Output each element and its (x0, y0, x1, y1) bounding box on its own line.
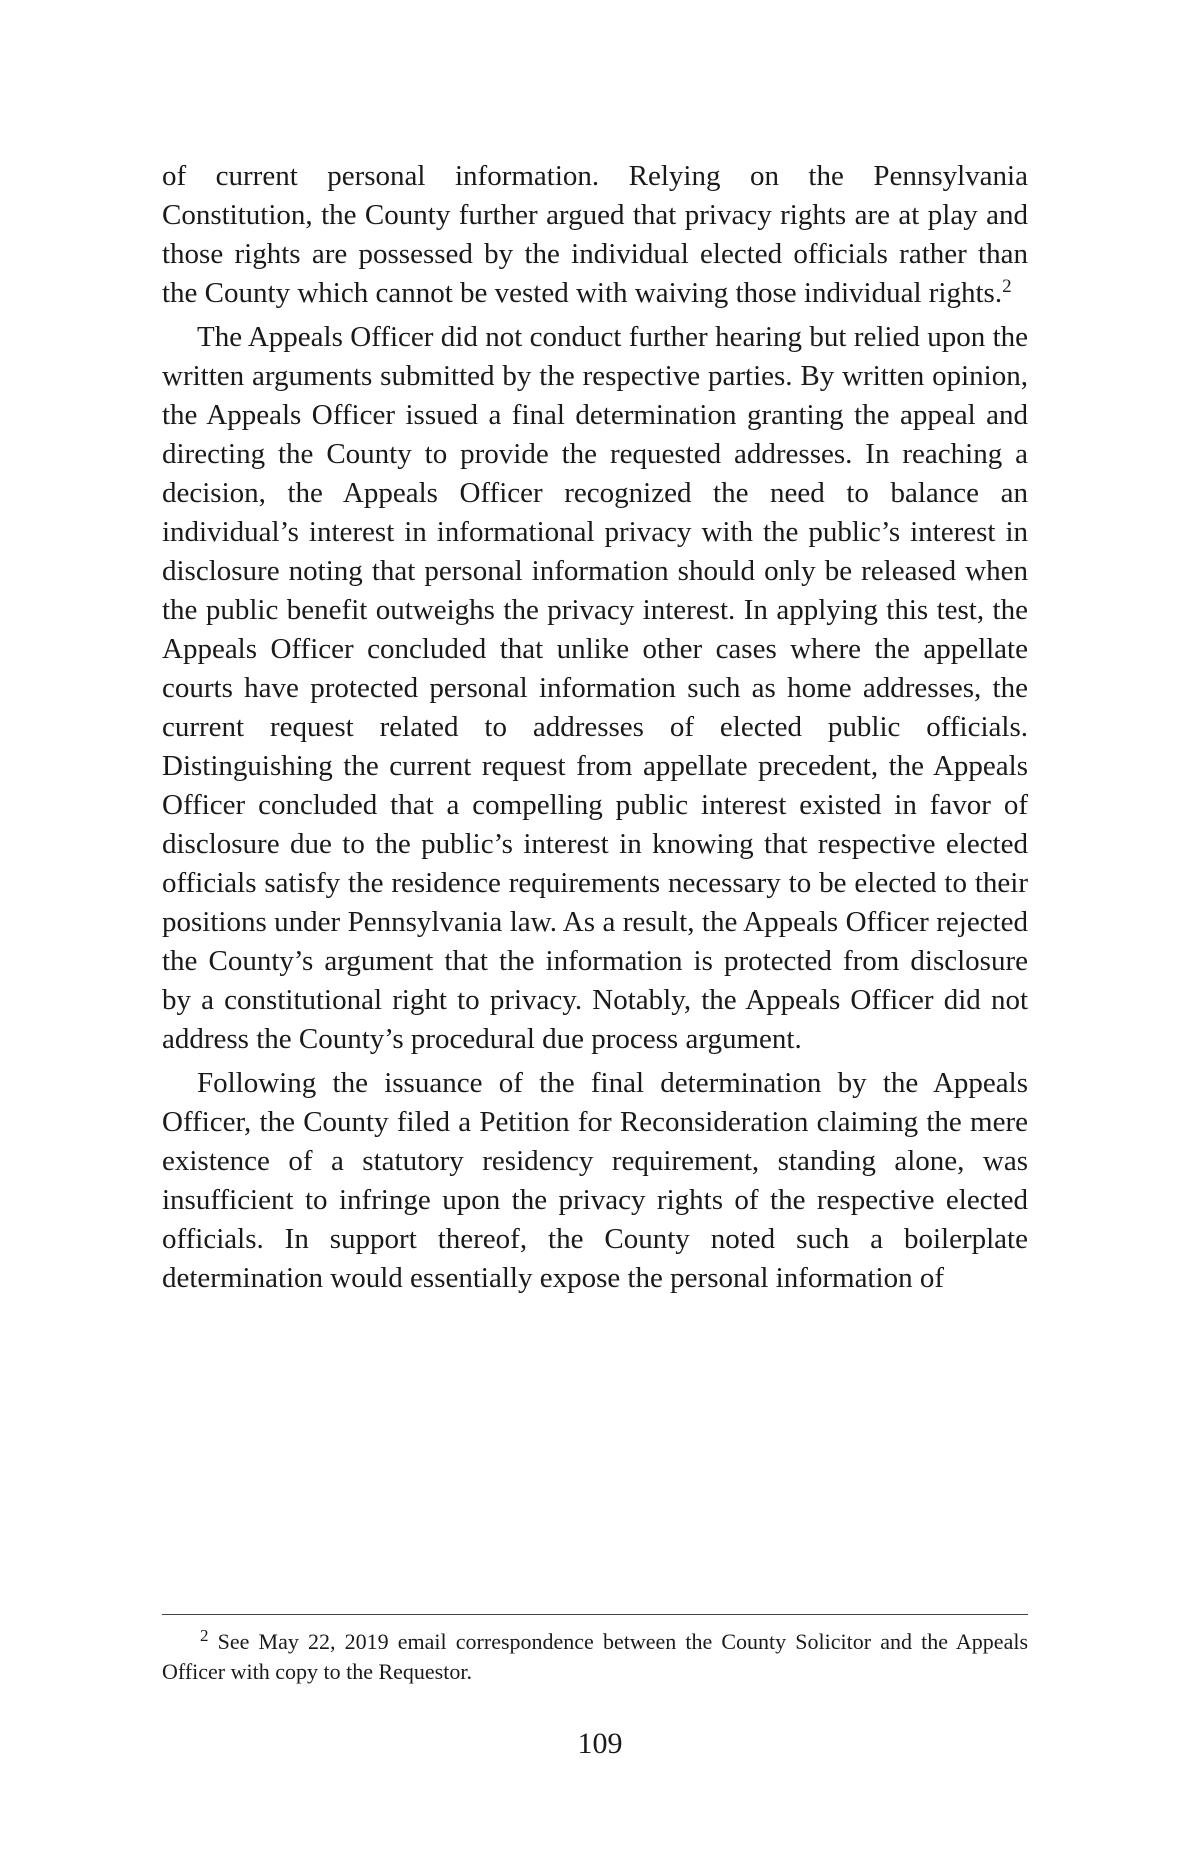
footnote (162, 1627, 1028, 1687)
body-text (162, 157, 1028, 1303)
footnote-marker: 2 (200, 1626, 209, 1645)
page-number: 109 (577, 1727, 623, 1760)
paragraph-1-text: of current personal information. Relying on the Pennsylvania Constitution, the County further argued that privacy rights are at play and those rights are possessed by the individual elected officials rather than the County which cannot be vested with waiving those individual rights. (162, 160, 1028, 309)
paragraph-3: Following the issuance of the final determination by the Appeals Officer, the County filed a Petition for Reconsideration claiming the mere existence of a statutory residency requirement, standing alone, was insufficient to infringe upon the privacy rights of the respective elected officials. In support thereof, the County noted such a boilerplate determination would essentially expose the personal information of (162, 1067, 1028, 1294)
paragraph-2: The Appeals Officer did not conduct further hearing but relied upon the written arguments submitted by the respective parties. By written opinion, the Appeals Officer issued a final determination granting the appeal and directing the County to provide the requested addresses. In reaching a decision, the Appeals Officer recognized the need to balance an individual’s interest in informational privacy with the public’s interest in disclosure noting that personal information should only be released when the public benefit outweighs the privacy interest. In applying this test, the Appeals Officer concluded that unlike other cases where the appellate courts have protected personal information such as home addresses, the current request related to addresses of elected public officials. Distinguishing the current request from appellate precedent, the Appeals Officer concluded that a compelling public interest existed in favor of disclosure due to the public’s interest in knowing that respective elected officials satisfy the residence requirements necessary to be elected to their positions under Pennsylvania law. As a result, the Appeals Officer rejected the County’s argument that the information is protected from disclosure by a constitutional right to privacy. Notably, the Appeals Officer did not address the County’s procedural due process argument. (162, 321, 1028, 1055)
footnote-text: See May 22, 2019 email correspondence between the County Solicitor and the Appeals Officer with copy to the Requestor. (162, 1629, 1029, 1684)
paragraph-1 (162, 157, 1028, 313)
footnote-divider (162, 1614, 1028, 1615)
footnote-reference: 2 (1002, 276, 1012, 297)
